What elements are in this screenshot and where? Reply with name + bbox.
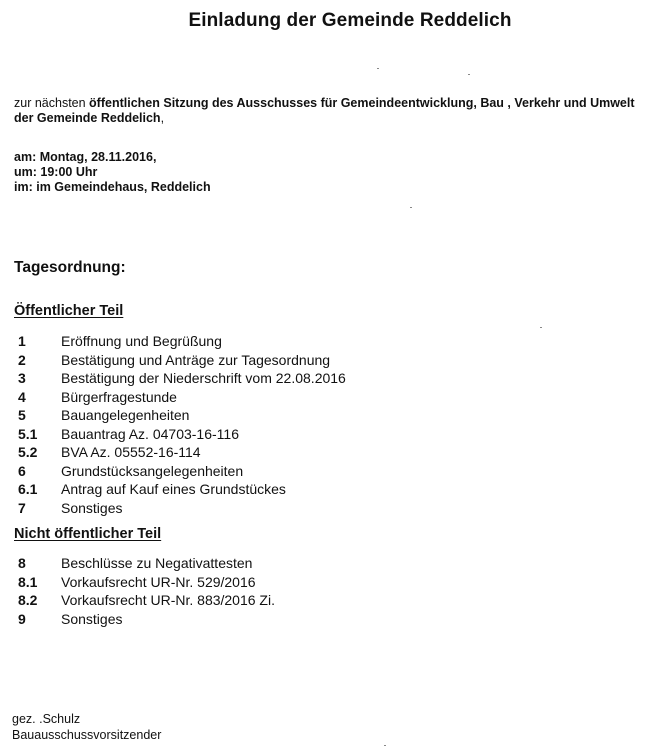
agenda-item-text: Grundstücksangelegenheiten (61, 462, 244, 479)
agenda-item (18, 332, 346, 351)
agenda-item-text: Bestätigung und Anträge zur Tagesordnung (61, 351, 331, 368)
agenda-item (18, 499, 346, 518)
agenda-heading: Tagesordnung: (14, 259, 126, 276)
agenda-item-number: 6 (18, 462, 26, 479)
agenda-item (18, 351, 346, 370)
meeting-date: am: Montag, 28.11.2016, (14, 150, 157, 164)
scan-speck (377, 68, 379, 69)
meeting-place: im: im Gemeindehaus, Reddelich (14, 180, 211, 194)
agenda-item (18, 554, 275, 573)
agenda-item-text: Antrag auf Kauf eines Grundstückes (61, 481, 286, 497)
intro-prefix: zur nächsten (14, 96, 90, 110)
intro-suffix: , (160, 111, 165, 125)
agenda-item-number: 9 (18, 610, 26, 627)
agenda-item-text: BVA Az. 05552-16-114 (61, 444, 201, 460)
agenda-item-number: 8.1 (18, 573, 38, 590)
private-section-title: Nicht öffentlicher Teil (14, 526, 162, 542)
agenda-item-text: Sonstiges (61, 610, 123, 627)
scan-speck (384, 745, 386, 746)
agenda-item (18, 425, 346, 444)
signature-role: Bauausschussvorsitzender (12, 728, 162, 742)
agenda-item-number: 7 (18, 499, 26, 516)
agenda-item-number: 1 (18, 333, 26, 349)
agenda-item-text: Eröffnung und Begrüßung (61, 333, 222, 349)
agenda-item (18, 369, 346, 388)
signature-block (12, 711, 161, 743)
agenda-item (18, 443, 346, 462)
agenda-item (18, 406, 346, 425)
agenda-item-number: 5.2 (18, 444, 38, 460)
meeting-details (14, 150, 211, 195)
agenda-item (18, 480, 346, 499)
agenda-item-text: Bestätigung der Niederschrift vom 22.08.2016 (61, 370, 346, 386)
agenda-item-text: Vorkaufsrecht UR-Nr. 883/2016 Zi. (61, 592, 275, 608)
agenda-item-text: Vorkaufsrecht UR-Nr. 529/2016 (61, 573, 256, 590)
agenda-item (18, 388, 346, 407)
scan-speck (410, 207, 412, 208)
agenda-item (18, 462, 346, 481)
agenda-item (18, 591, 275, 610)
signature-name: gez. .Schulz (12, 712, 81, 726)
agenda-item-number: 5 (18, 407, 26, 423)
agenda-item-text: Sonstiges (61, 499, 123, 516)
agenda-item-text: Bauantrag Az. 04703-16-116 (61, 425, 239, 442)
agenda-item-number: 6.1 (18, 481, 38, 497)
agenda-item-number: 2 (18, 351, 26, 368)
agenda-item-text: Bürgerfragestunde (61, 388, 177, 405)
agenda-item-text: Bauangelegenheiten (61, 407, 190, 423)
intro-committee: öffentlichen Sitzung des Ausschusses für Gemeindeentwicklung, Bau , Verkehr und Umwelt der Gemeinde Reddelich (14, 96, 635, 125)
meeting-time: um: 19:00 Uhr (14, 165, 98, 179)
agenda-item (18, 573, 275, 592)
scan-speck (540, 327, 542, 328)
private-agenda-list (18, 554, 275, 628)
agenda-item-text: Beschlüsse zu Negativattesten (61, 555, 253, 571)
agenda-item-number: 8 (18, 555, 26, 571)
public-agenda-list (18, 332, 346, 517)
agenda-item-number: 5.1 (18, 425, 38, 442)
scan-speck (468, 74, 470, 75)
public-section-title: Öffentlicher Teil (14, 303, 124, 319)
intro-paragraph (14, 96, 654, 126)
agenda-item-number: 3 (18, 370, 26, 386)
document-title: Einladung der Gemeinde Reddelich (188, 10, 512, 31)
agenda-item (18, 610, 275, 629)
agenda-item-number: 8.2 (18, 592, 38, 608)
agenda-item-number: 4 (18, 388, 26, 405)
